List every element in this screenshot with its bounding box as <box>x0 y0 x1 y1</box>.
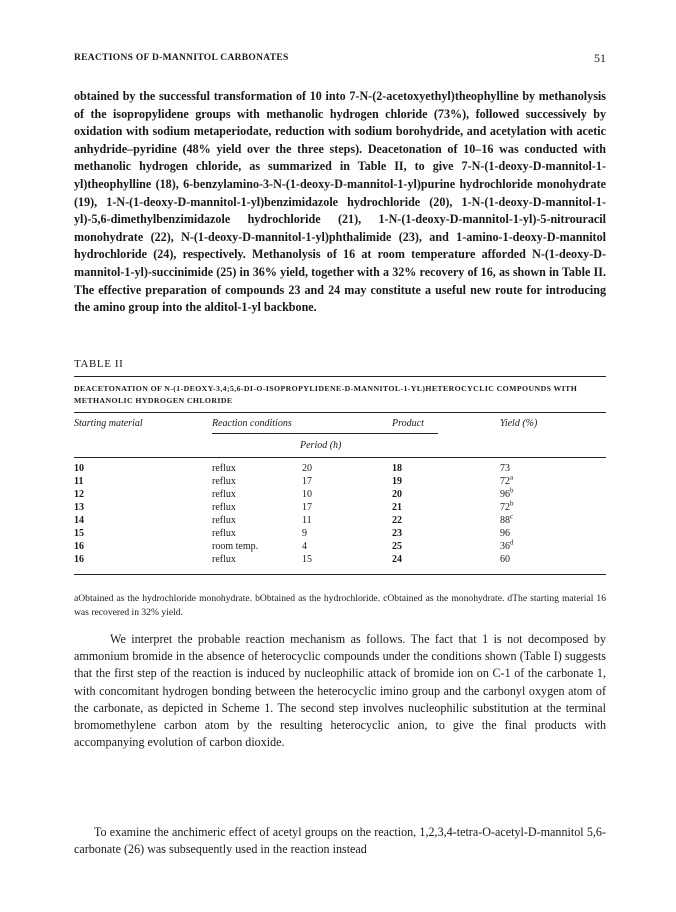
cell-starting-material: 12 <box>74 489 84 500</box>
header-product: Product <box>392 418 424 429</box>
cell-product: 25 <box>392 541 402 552</box>
cell-starting-material: 11 <box>74 476 84 487</box>
table-row <box>74 473 606 487</box>
cell-period: 17 <box>302 502 312 513</box>
table-row <box>74 512 606 526</box>
cell-yield: 60 <box>500 554 510 565</box>
cell-yield: 88$^c$ <box>500 512 514 526</box>
header-reaction-conditions: Reaction conditions <box>212 418 292 429</box>
table-top-rule <box>74 376 606 377</box>
cell-starting-material: 16 <box>74 541 84 552</box>
cell-condition: reflux <box>212 554 236 565</box>
table-bottom-rule <box>74 574 606 575</box>
cell-product: 23 <box>392 528 402 539</box>
body-paragraph-1: obtained by the successful transformation of 10 into 7-N-(2-acetoxyethyl)theophylline by methanolysis of the isopropylidene groups with methanolic hydrogen chloride (73%), followed successively by oxidation with sodium metaperiodate, reduction with sodium borohydride, and acetylation with acetic anhydride–pyridine (48% yield over the three steps). Deacetonation of 10–16 was conducted with methanolic hydrogen chloride, as summarized in Table II, to give 7-N-(1-deoxy-D-mannitol-1-yl)theophylline (18), 6-benzylamino-3-N-(1-deoxy-D-mannitol-1-yl)purine hydrochloride monohydrate (19), 1-N-(1-deoxy-D-mannitol-1-yl)benzimidazole hydrochloride (20), 1-N-(1-deoxy-D-mannitol-1-yl)-5,6-dimethylbenzimidazole hydrochloride (21), 1-N-(1-deoxy-D-mannitol-1-yl)-5-nitrouracil monohydrate (22), N-(1-deoxy-D-mannitol-1-yl)phthalimide (23), and 1-amino-1-deoxy-D-mannitol hydrochloride (24), respectively. Methanolysis of 16 at room temperature afforded N-(1-deoxy-D-mannitol-1-yl)-succinimide (25) in 36% yield, together with a 32% recovery of 16, as shown in Table II. The effective preparation of compounds 23 and 24 may constitute a useful new route for introducing the amino group into the alditol-1-yl backbone. <box>74 89 606 315</box>
header-starting-material: Starting material <box>74 418 143 429</box>
cell-period: 11 <box>302 515 312 526</box>
header-yield: Yield (%) <box>500 418 538 429</box>
cell-period: 15 <box>302 554 312 565</box>
body-paragraph-3: To examine the anchimeric effect of acetyl groups on the reaction, 1,2,3,4-tetra-O-acetyl-D-mannitol 5,6-carbonate (26) was subsequently used in the reaction instead <box>74 825 606 857</box>
cell-period: 10 <box>302 489 312 500</box>
table-row <box>74 499 606 513</box>
cell-product: 19 <box>392 476 402 487</box>
running-head <box>74 53 606 67</box>
body-paragraph-2: We interpret the probable reaction mechanism as follows. The fact that 1 is not decomposed by ammonium bromide in the absence of heterocyclic compounds under the conditions shown (Table I) suggests that the first step of the reaction is induced by nucleophilic attack of bromide ion on C-1 of the carbonate 1, with concomitant hydrogen bonding between the heterocyclic imino group and the carbonyl oxygen atom of the carbonate, as depicted in Scheme 1. The second step involves nucleophilic substitution at the terminal bromomethylene carbon atom by the resulting heterocyclic anion, to give the final products with accompanying evolution of carbon dioxide. <box>74 632 606 750</box>
cell-condition: reflux <box>212 502 236 513</box>
cell-period: 4 <box>302 541 307 552</box>
table-caption-rule <box>74 412 606 413</box>
table-row <box>74 528 606 539</box>
table-row <box>74 554 606 565</box>
cell-product: 21 <box>392 502 402 513</box>
table-header-rule <box>74 457 606 458</box>
cell-product: 22 <box>392 515 402 526</box>
cell-product: 24 <box>392 554 402 565</box>
cell-product: 20 <box>392 489 402 500</box>
cell-starting-material: 16 <box>74 554 84 565</box>
table-row <box>74 538 606 552</box>
cell-yield: 72$^b$ <box>500 499 514 513</box>
header-period: Period (h) <box>300 440 342 451</box>
cell-product: 18 <box>392 463 402 474</box>
cell-starting-material: 14 <box>74 515 84 526</box>
header-subrule <box>212 433 438 434</box>
cell-condition: reflux <box>212 463 236 474</box>
cell-yield: 36$^d$ <box>500 538 514 552</box>
cell-condition: reflux <box>212 528 236 539</box>
cell-yield: 96 <box>500 528 510 539</box>
cell-yield: 73 <box>500 463 510 474</box>
cell-starting-material: 13 <box>74 502 84 513</box>
table-caption: DEACETONATION OF N-(1-DEOXY-3,4;5,6-DI-O-ISOPROPYLIDENE-D-MANNITOL-1-YL)HETEROCYCLIC COMPOUNDS WITH METHANOLIC HYDROGEN CHLORIDE <box>74 384 578 405</box>
cell-condition: reflux <box>212 476 236 487</box>
cell-period: 9 <box>302 528 307 539</box>
cell-period: 17 <box>302 476 312 487</box>
cell-condition: room temp. <box>212 541 259 552</box>
cell-yield: 72$^a$ <box>500 473 514 487</box>
table-row <box>74 463 606 474</box>
cell-condition: reflux <box>212 489 236 500</box>
cell-yield: 96$^b$ <box>500 486 514 500</box>
cell-period: 20 <box>302 463 312 474</box>
cell-starting-material: 15 <box>74 528 84 539</box>
table-label: TABLE II <box>74 358 124 370</box>
page-number: 51 <box>594 51 606 65</box>
table-footnote: aObtained as the hydrochloride monohydrate. bObtained as the hydrochloride. cObtained as the monohydrate. dThe starting material 16 was recovered in 32% yield. <box>74 593 606 618</box>
table-row <box>74 486 606 500</box>
cell-starting-material: 10 <box>74 463 84 474</box>
cell-condition: reflux <box>212 515 236 526</box>
running-head-title: REACTIONS OF D-MANNITOL CARBONATES <box>74 53 289 63</box>
